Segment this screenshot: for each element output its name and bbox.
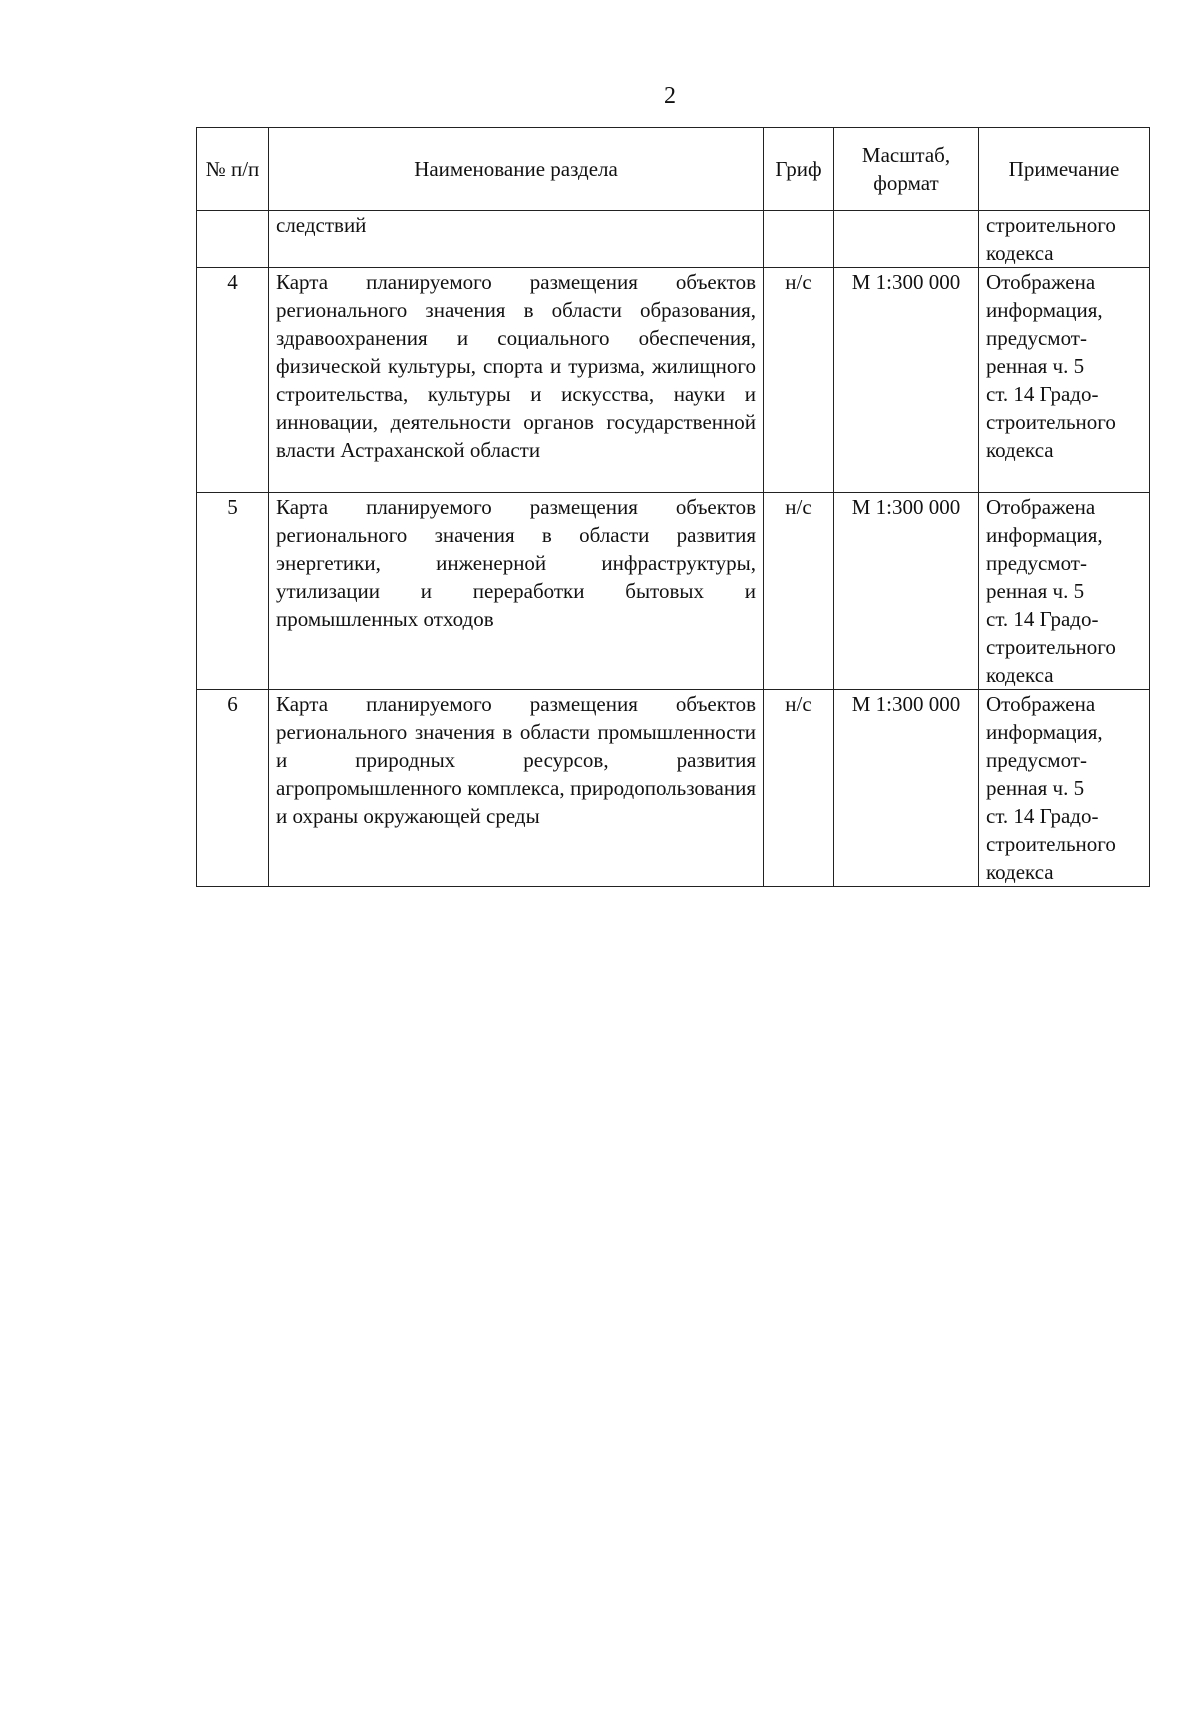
note-line: ст. 14 Градо-: [986, 607, 1099, 631]
note-line: информация,: [986, 298, 1103, 322]
cell-number: [197, 211, 269, 268]
table-row: [197, 690, 1150, 887]
cell-scale: М 1:300 000: [834, 493, 979, 690]
cell-scale: [834, 211, 979, 268]
note-line: ст. 14 Градо-: [986, 382, 1099, 406]
cell-note: [979, 493, 1150, 690]
cell-section-name: Карта планируемого размещения объектов регионального значения в области образования, здравоохранения и социального обеспечения, физической культуры, спорта и туризма, жилищного строительства, культуры и искусства, науки и инновации, деятельности органов государственной власти Астраханской области: [269, 268, 764, 493]
note-line: Отображена: [986, 692, 1096, 716]
note-line: предусмот-: [986, 748, 1087, 772]
note-line: строительного: [986, 832, 1116, 856]
header-scale-format: Масштаб, формат: [834, 128, 979, 211]
cell-scale: М 1:300 000: [834, 690, 979, 887]
note-line: Отображена: [986, 495, 1096, 519]
note-line: ренная ч. 5: [986, 354, 1085, 378]
note-line: информация,: [986, 523, 1103, 547]
header-section-name: Наименование раздела: [269, 128, 764, 211]
header-number: № п/п: [197, 128, 269, 211]
note-line: предусмот-: [986, 326, 1087, 350]
table-row: [197, 493, 1150, 690]
note-line: предусмот-: [986, 551, 1087, 575]
cell-scale: М 1:300 000: [834, 268, 979, 493]
note-line: строительного: [986, 213, 1116, 237]
note-line: кодекса: [986, 241, 1054, 265]
note-line: ренная ч. 5: [986, 776, 1085, 800]
note-line: ст. 14 Градо-: [986, 804, 1099, 828]
note-line: ренная ч. 5: [986, 579, 1085, 603]
note-line: кодекса: [986, 860, 1054, 884]
cell-section-name: следствий: [269, 211, 764, 268]
cell-section-name: Карта планируемого размещения объектов регионального значения в области промышленности и природных ресурсов, развития агропромышленного комплекса, природопользования и охраны окружающей среды: [269, 690, 764, 887]
cell-grif: н/с: [764, 268, 834, 493]
note-line: кодекса: [986, 663, 1054, 687]
cell-grif: н/с: [764, 690, 834, 887]
note-line: кодекса: [986, 438, 1054, 462]
note-line: строительного: [986, 635, 1116, 659]
note-line: строительного: [986, 410, 1116, 434]
cell-note: [979, 211, 1150, 268]
cell-grif: н/с: [764, 493, 834, 690]
header-note: Примечание: [979, 128, 1150, 211]
note-line: Отображена: [986, 270, 1096, 294]
cell-section-name: Карта планируемого размещения объектов регионального значения в области развития энергетики, инженерной инфраструктуры, утилизации и переработки бытовых и промышленных отходов: [269, 493, 764, 690]
cell-number: 4: [197, 268, 269, 493]
cell-note: [979, 268, 1150, 493]
cell-number: 5: [197, 493, 269, 690]
cell-number: 6: [197, 690, 269, 887]
note-line: информация,: [986, 720, 1103, 744]
header-grif: Гриф: [764, 128, 834, 211]
table-row: [197, 268, 1150, 493]
sections-table: [196, 127, 1150, 887]
cell-note: [979, 690, 1150, 887]
page-number: 2: [664, 83, 676, 109]
table-row-continuation: [197, 211, 1150, 268]
cell-grif: [764, 211, 834, 268]
table-header-row: [197, 128, 1150, 211]
